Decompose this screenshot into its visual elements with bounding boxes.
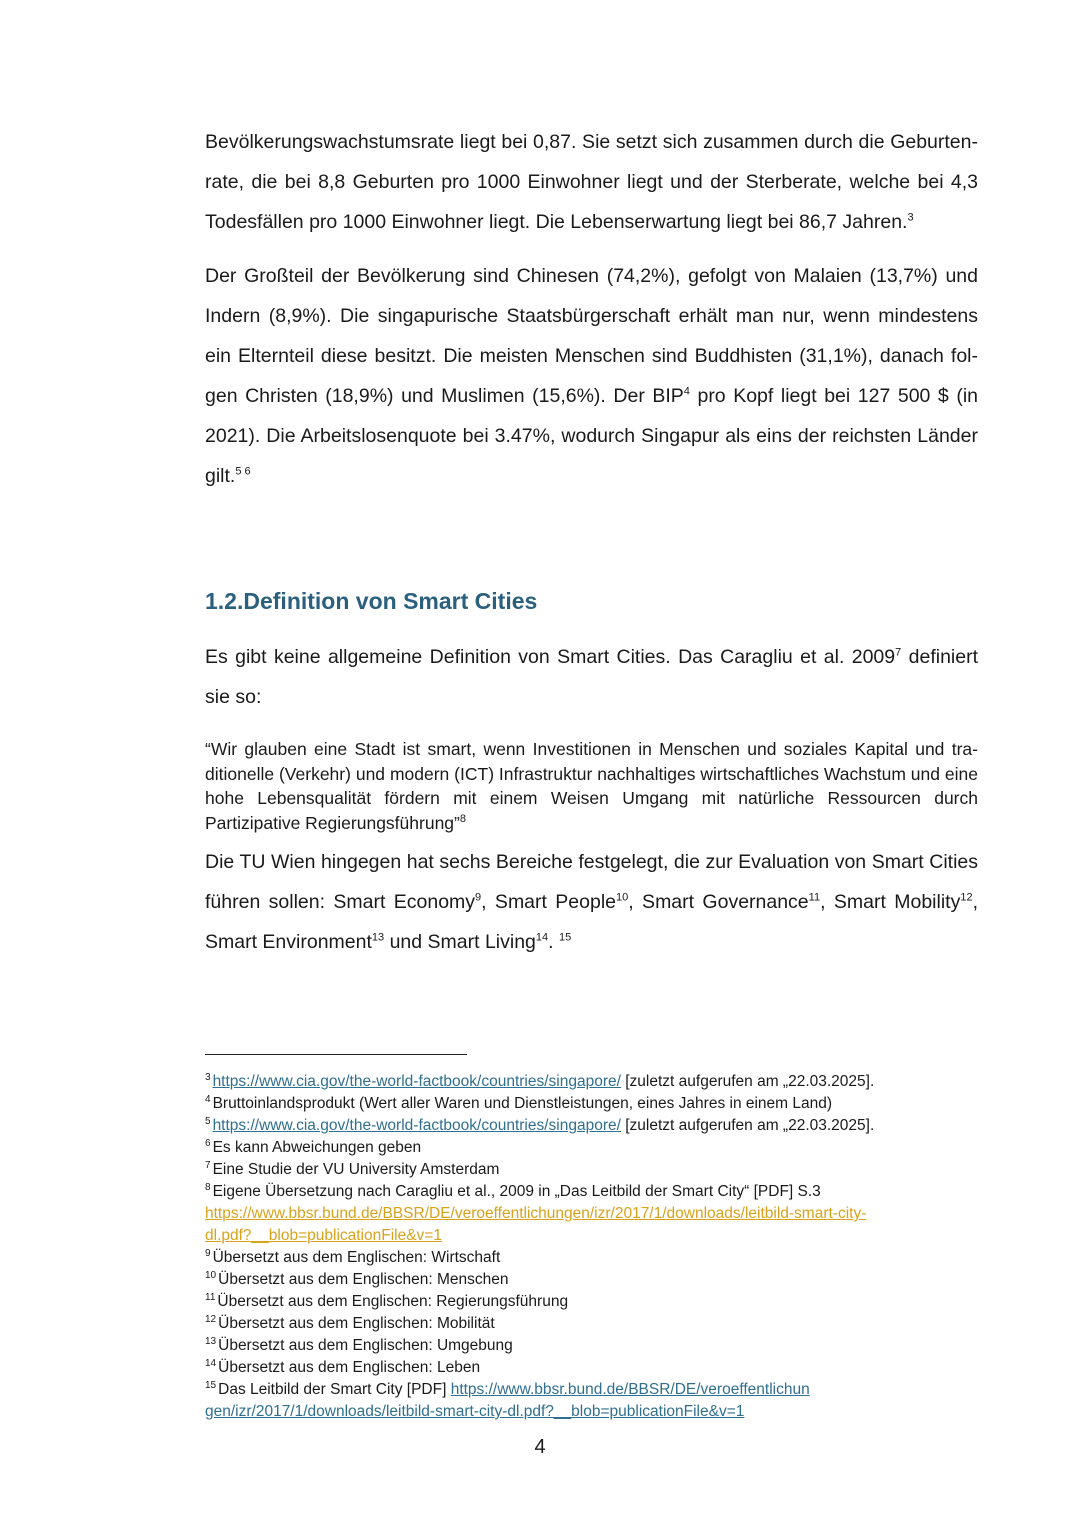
footnote-text: [zuletzt aufgerufen am „22.03.2025].	[620, 1073, 875, 1090]
footnote-ref-11[interactable]: 11	[808, 891, 821, 904]
footnote-link[interactable]: https://www.cia.gov/the-world-factbook/countries/singapore/	[212, 1073, 621, 1090]
footnote-text: Es kann Abweichungen geben	[212, 1139, 422, 1156]
footnote-text: Übersetzt aus dem Englischen: Mobilität	[218, 1315, 495, 1332]
paragraph-text: , Smart Environment	[205, 891, 979, 953]
footnote-link[interactable]: https://www.cia.gov/the-world-factbook/countries/singapore/	[212, 1117, 621, 1134]
footnote-number: 13	[205, 1335, 217, 1347]
footnote-ref-10[interactable]: 10	[616, 891, 629, 904]
footnote-number: 4	[205, 1093, 211, 1105]
paragraph-text: , Smart Governance	[628, 891, 809, 913]
footnote-ref-5-6[interactable]: 5 6	[235, 465, 251, 478]
footnote-number: 10	[205, 1269, 217, 1281]
footnote-ref-7[interactable]: 7	[895, 646, 902, 659]
footnote-link[interactable]: https://www.bbsr.bund.de/BBSR/DE/veroeffentlichungen/izr/2017/1/downloads/leitbild-smart-city-	[205, 1205, 867, 1222]
footnote-text: Bruttoinlandsprodukt (Wert aller Waren und Dienstleistungen, eines Jahres in einem Land)	[212, 1095, 833, 1112]
paragraph-text: definiert sie so:	[205, 646, 979, 708]
paragraph-text: .	[548, 931, 559, 953]
footnote-separator	[205, 1054, 467, 1055]
paragraph-text: und Smart Living	[384, 931, 536, 953]
footnote-15-link-line-2	[205, 1401, 980, 1423]
paragraph-text: Bevölkerungswachstumsrate liegt bei 0,87. Sie setzt sich zusammen durch die Geburtenrate, die bei 8,8 Geburten pro 1000 Einwohner liegt und der Sterberate, welche bei 4,3 Todesfällen pro 1000 Einwohner liegt. Die Lebenserwartung liegt bei 86,7 Jahren.	[205, 131, 978, 233]
footnote-10	[205, 1269, 980, 1291]
footnote-4	[205, 1093, 980, 1115]
paragraph-text: Der Großteil der Bevölkerung sind Chinesen (74,2%), gefolgt von Malaien (13,7%) und Indern (8,9%). Die singapurische Staatsbürgerschaft erhält man nur, wenn mindestens ein Elternteil diese besitzt. Die meisten Menschen sind Buddhisten (31,1%), danach folgen Christen (18,9%) und Muslimen (15,6%). Der BIP	[205, 265, 978, 407]
paragraph-text: Es gibt keine allgemeine Definition von Smart Cities. Das Caragliu et al. 2009	[205, 646, 896, 668]
footnote-text: Übersetzt aus dem Englischen: Umgebung	[218, 1337, 513, 1354]
footnote-number: 9	[205, 1247, 211, 1259]
footnote-number: 5	[205, 1115, 211, 1127]
footnote-11	[205, 1291, 980, 1313]
paragraph-text: , Smart Mobility	[820, 891, 961, 913]
footnote-link[interactable]: gen/izr/2017/1/downloads/leitbild-smart-city-dl.pdf?__blob=publicationFile&v=1	[205, 1403, 745, 1420]
footnote-text: [zuletzt aufgerufen am „22.03.2025].	[620, 1117, 875, 1134]
footnotes	[205, 1071, 980, 1423]
footnote-number: 11	[205, 1291, 216, 1303]
footnote-7	[205, 1159, 980, 1181]
footnote-text: Übersetzt aus dem Englischen: Wirtschaft	[212, 1249, 501, 1266]
footnote-text: Eine Studie der VU University Amsterdam	[212, 1161, 500, 1178]
footnote-ref-12[interactable]: 12	[960, 891, 973, 904]
footnote-number: 7	[205, 1159, 211, 1171]
footnote-5	[205, 1115, 980, 1137]
footnote-ref-13[interactable]: 13	[371, 931, 385, 944]
paragraph-text: , Smart People	[481, 891, 617, 913]
footnote-ref-14[interactable]: 14	[535, 931, 549, 944]
footnote-12	[205, 1313, 980, 1335]
footnote-text: Das Leitbild der Smart City [PDF]	[218, 1381, 451, 1398]
footnote-15	[205, 1379, 980, 1401]
paragraph-demographics	[205, 256, 978, 496]
footnote-9	[205, 1247, 980, 1269]
footnote-3	[205, 1071, 980, 1093]
footnote-ref-4[interactable]: 4	[683, 385, 690, 398]
footnote-8	[205, 1181, 980, 1203]
paragraph-tu-wien	[205, 842, 978, 962]
paragraph-text: pro Kopf liegt bei 127 500 $ (in 2021). Die Arbeitslosenquote bei 3.47%, wodurch Singapur als eins der reichsten Länder gilt.	[205, 385, 978, 487]
footnote-ref-9[interactable]: 9	[475, 891, 482, 904]
quote-text: “Wir glauben eine Stadt ist smart, wenn Investitionen in Menschen und soziales Kapital und traditionelle (Verkehr) und modern (ICT) Infrastruktur nachhaltiges wirtschaftliches Wachstum und eine hohe Lebensqualität fördern mit einem Weisen Umgang mit natürliche Ressourcen durch Partizipative Regierungsführung”	[205, 739, 978, 833]
footnote-number: 12	[205, 1313, 217, 1325]
paragraph-definition-intro	[205, 637, 978, 717]
footnote-number: 3	[205, 1071, 211, 1083]
footnote-8-link-line-2	[205, 1225, 980, 1247]
footnote-8-link-line-1	[205, 1203, 980, 1225]
footnote-ref-3[interactable]: 3	[907, 211, 914, 224]
footnote-number: 14	[205, 1357, 217, 1369]
footnote-6	[205, 1137, 980, 1159]
footnote-link[interactable]: dl.pdf?__blob=publicationFile&v=1	[205, 1227, 442, 1244]
paragraph-population-growth	[205, 122, 978, 242]
footnote-text: Übersetzt aus dem Englischen: Regierungsführung	[217, 1293, 569, 1310]
footnote-ref-8[interactable]: 8	[459, 812, 466, 825]
section-heading: 1.2.Definition von Smart Cities	[205, 588, 538, 614]
block-quote	[205, 737, 978, 835]
footnote-number: 15	[205, 1379, 217, 1391]
footnote-13	[205, 1335, 980, 1357]
footnote-number: 6	[205, 1137, 211, 1149]
footnote-text: Übersetzt aus dem Englischen: Menschen	[218, 1271, 509, 1288]
footnote-text: Eigene Übersetzung nach Caragliu et al., 2009 in „Das Leitbild der Smart City“ [PDF] S.3	[212, 1183, 821, 1200]
page-number: 4	[534, 1436, 546, 1458]
footnote-14	[205, 1357, 980, 1379]
footnote-ref-15[interactable]: 15	[559, 931, 572, 944]
footnote-number: 8	[205, 1181, 211, 1193]
footnote-text: Übersetzt aus dem Englischen: Leben	[218, 1359, 481, 1376]
paragraph-text: Die TU Wien hingegen hat sechs Bereiche festgelegt, die zur Evaluation von Smart Cities führen sollen: Smart Economy	[205, 851, 978, 913]
footnote-link[interactable]: https://www.bbsr.bund.de/BBSR/DE/veroeffentlichun	[450, 1381, 810, 1398]
